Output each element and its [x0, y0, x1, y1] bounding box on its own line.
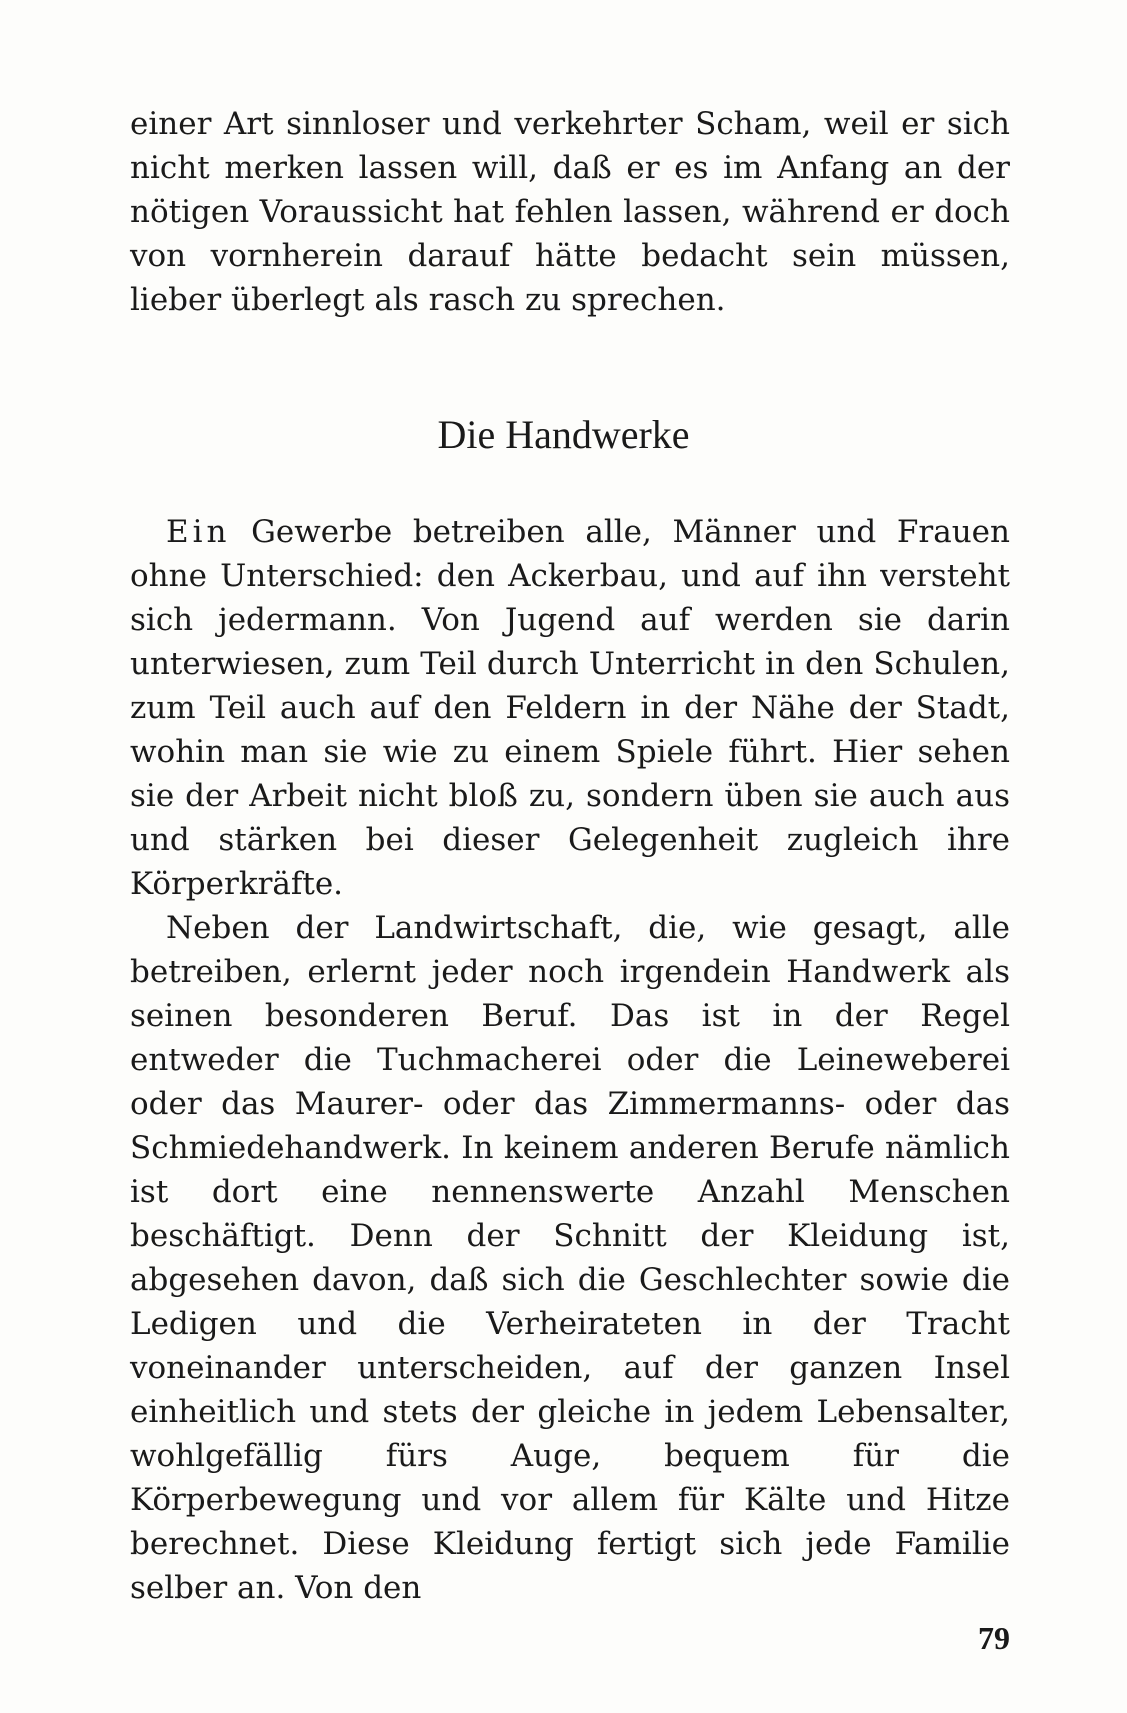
section-heading: Die Handwerke [437, 412, 690, 457]
section-body [130, 510, 1010, 1610]
paragraph-1-lead-word: Ein [166, 514, 231, 550]
page-number: 79 [978, 1620, 1010, 1656]
continued-paragraph: einer Art sinnloser und verkehrter Scham, weil er sich nicht merken lassen will, daß er es im Anfang an der nötigen Voraussicht hat fehlen lassen, während er doch von vornherein darauf hätte bedacht sein müssen, lieber überlegt als rasch zu sprechen. [130, 106, 1010, 318]
paragraph-1 [130, 510, 1010, 906]
paragraph-1-text: Gewerbe betreiben alle, Männer und Frauen ohne Unterschied: den Ackerbau, und auf ihn versteht sich jedermann. Von Jugend auf werden sie darin unterwiesen, zum Teil durch Unterricht in den Schulen, zum Teil auch auf den Feldern in der Nähe der Stadt, wohin man sie wie zu einem Spiele führt. Hier sehen sie der Arbeit nicht bloß zu, sondern üben sie auch aus und stärken bei dieser Gelegenheit zugleich ihre Körperkräfte. [130, 514, 1010, 902]
paragraph-2: Neben der Landwirtschaft, die, wie gesagt, alle betreiben, erlernt jeder noch irgendein Handwerk als seinen besonderen Beruf. Das ist in der Regel entweder die Tuchmacherei oder die Leineweberei oder das Maurer- oder das Zimmermanns- oder das Schmiedehandwerk. In keinem anderen Berufe nämlich ist dort eine nennenswerte Anzahl Menschen beschäftigt. Denn der Schnitt der Kleidung ist, abgesehen davon, daß sich die Geschlechter sowie die Ledigen und die Verheirateten in der Tracht voneinander unterscheiden, auf der ganzen Insel einheitlich und stets der gleiche in jedem Lebensalter, wohlgefällig fürs Auge, bequem für die Körperbewegung und vor allem für Kälte und Hitze berechnet. Diese Kleidung fertigt sich jede Familie selber an. Von den [130, 910, 1010, 1606]
